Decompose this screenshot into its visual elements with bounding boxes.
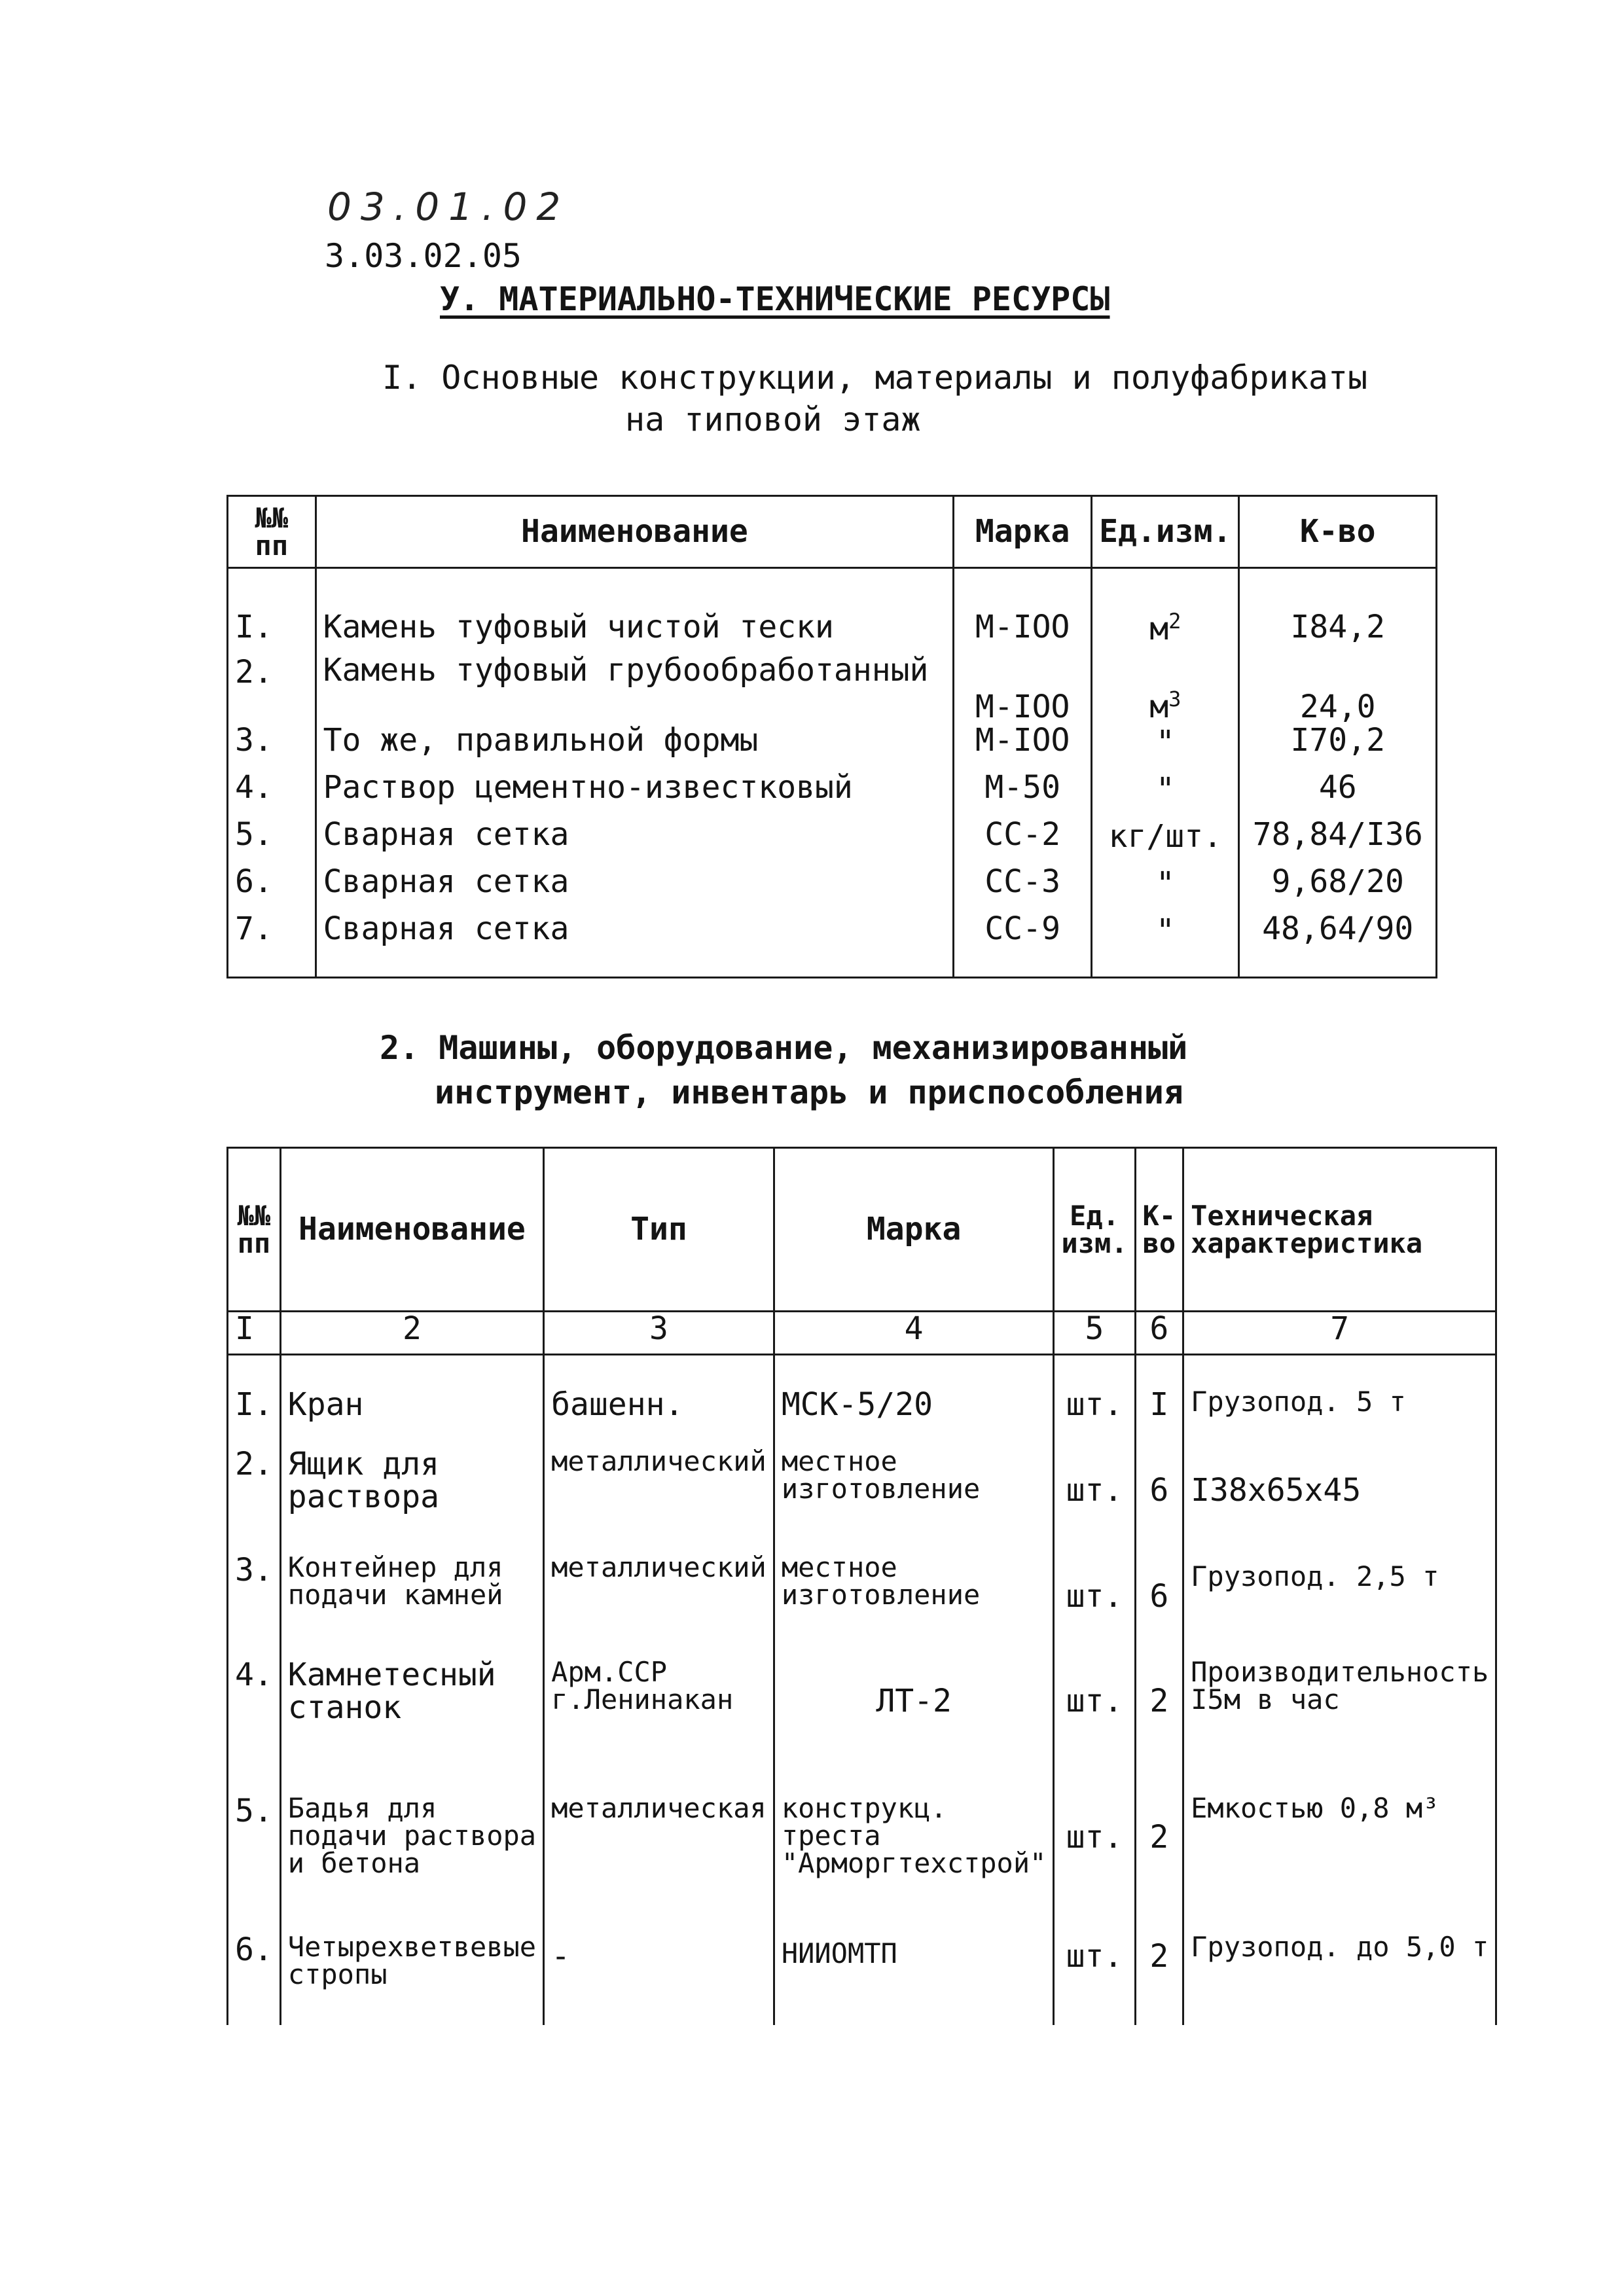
row-name: Бадья для подачи раствора и бетона: [280, 1795, 543, 1933]
row-mark: М-50: [954, 771, 1092, 818]
table-row: [228, 1659, 1496, 1795]
col-number: 5: [1054, 1312, 1135, 1355]
row-qty: 9,68/20: [1239, 865, 1437, 912]
row-type: Арм.ССР г.Ленинакан: [544, 1659, 774, 1795]
row-name: Камень туфовый грубообработанный: [316, 647, 954, 724]
col-header-qty: К-во: [1135, 1148, 1183, 1312]
table-row: [228, 568, 1437, 647]
row-type: башенн.: [544, 1355, 774, 1448]
row-number: 5.: [228, 818, 316, 865]
row-name: Контейнер для подачи камней: [280, 1554, 543, 1659]
handwritten-code: 03.01.02: [327, 185, 570, 229]
col-number: 4: [774, 1312, 1054, 1355]
row-name: То же, правильной формы: [316, 724, 954, 771]
row-qty: I84,2: [1239, 568, 1437, 647]
row-unit: шт.: [1054, 1355, 1135, 1448]
row-unit: шт.: [1054, 1933, 1135, 2025]
section2-title-line2: инструмент, инвентарь и приспособления: [435, 1073, 1183, 1111]
table-header-row: [228, 1148, 1496, 1312]
row-mark: местное изготовление: [774, 1554, 1054, 1659]
section1-title-line1: I. Основные конструкции, материалы и полуфабрикаты: [382, 359, 1368, 397]
row-unit: ": [1092, 865, 1239, 912]
row-spec: Грузопод. 2,5 т: [1183, 1554, 1496, 1659]
row-type: металлический: [544, 1554, 774, 1659]
row-mark: СС-3: [954, 865, 1092, 912]
table-row: [228, 647, 1437, 724]
row-qty: 6: [1135, 1448, 1183, 1554]
machines-table: [226, 1147, 1497, 2025]
row-unit: ": [1092, 912, 1239, 978]
row-mark: СС-9: [954, 912, 1092, 978]
table-row: [228, 865, 1437, 912]
row-type: металлический: [544, 1448, 774, 1554]
row-qty: 46: [1239, 771, 1437, 818]
col-header-unit: Ед. изм.: [1054, 1148, 1135, 1312]
row-unit: ": [1092, 771, 1239, 818]
row-mark: М-IOO: [954, 647, 1092, 724]
row-spec: Грузопод. до 5,0 т: [1183, 1933, 1496, 2025]
row-qty: 2: [1135, 1659, 1183, 1795]
row-qty: I: [1135, 1355, 1183, 1448]
row-number: I.: [228, 568, 316, 647]
col-header-type: Тип: [544, 1148, 774, 1312]
row-unit: $м^2$: [1092, 568, 1239, 647]
col-header-name: Наименование: [316, 496, 954, 568]
row-mark: НИИОМТП: [774, 1933, 1054, 2025]
row-qty: 2: [1135, 1795, 1183, 1933]
table-row: [228, 1448, 1496, 1554]
col-number: I: [228, 1312, 281, 1355]
table-row: [228, 912, 1437, 978]
row-unit: кг/шт.: [1092, 818, 1239, 865]
col-header-number: №№ пп: [228, 496, 316, 568]
row-mark: местное изготовление: [774, 1448, 1054, 1554]
materials-table: [226, 495, 1437, 978]
row-qty: 24,0: [1239, 647, 1437, 724]
section2-title-line1: 2. Машины, оборудование, механизированный: [380, 1029, 1188, 1067]
row-qty: 6: [1135, 1554, 1183, 1659]
row-number: 5.: [228, 1795, 281, 1933]
row-unit: шт.: [1054, 1554, 1135, 1659]
document-code: 3.03.02.05: [325, 237, 522, 275]
row-number: 7.: [228, 912, 316, 978]
row-qty: 48,64/90: [1239, 912, 1437, 978]
row-mark: конструкц. треста "Арморгтехстрой": [774, 1795, 1054, 1933]
column-number-row: [228, 1312, 1496, 1355]
row-number: 2.: [228, 647, 316, 724]
table-row: [228, 1795, 1496, 1933]
row-name: Сварная сетка: [316, 865, 954, 912]
row-mark: СС-2: [954, 818, 1092, 865]
col-header-name: Наименование: [280, 1148, 543, 1312]
row-mark: М-IOO: [954, 568, 1092, 647]
row-spec: Грузопод. 5 т: [1183, 1355, 1496, 1448]
col-header-mark: Марка: [774, 1148, 1054, 1312]
row-number: 4.: [228, 1659, 281, 1795]
row-type: металлическая: [544, 1795, 774, 1933]
row-spec: Емкостью 0,8 м³: [1183, 1795, 1496, 1933]
row-number: 4.: [228, 771, 316, 818]
col-header-spec: Техническая характеристика: [1183, 1148, 1496, 1312]
page-title: У. МАТЕРИАЛЬНО-ТЕХНИЧЕСКИЕ РЕСУРСЫ: [440, 280, 1110, 318]
row-number: 6.: [228, 1933, 281, 2025]
col-number: 3: [544, 1312, 774, 1355]
row-name: Кран: [280, 1355, 543, 1448]
row-qty: 2: [1135, 1933, 1183, 2025]
row-spec: I38х65х45: [1183, 1448, 1496, 1554]
row-name: Камень туфовый чистой тески: [316, 568, 954, 647]
row-type: -: [544, 1933, 774, 2025]
col-header-unit: Ед.изм.: [1092, 496, 1239, 568]
row-unit: $м^3$: [1092, 647, 1239, 724]
table-header-row: [228, 496, 1437, 568]
table-row: [228, 724, 1437, 771]
row-name: Раствор цементно-известковый: [316, 771, 954, 818]
row-number: 3.: [228, 724, 316, 771]
row-unit: ": [1092, 724, 1239, 771]
row-number: I.: [228, 1355, 281, 1448]
row-unit: шт.: [1054, 1659, 1135, 1795]
col-number: 7: [1183, 1312, 1496, 1355]
row-number: 3.: [228, 1554, 281, 1659]
col-number: 6: [1135, 1312, 1183, 1355]
row-name: Ящик для раствора: [280, 1448, 543, 1554]
col-number: 2: [280, 1312, 543, 1355]
row-spec: Производительность I5м в час: [1183, 1659, 1496, 1795]
row-name: Камнетесный станок: [280, 1659, 543, 1795]
row-mark: МСК-5/20: [774, 1355, 1054, 1448]
col-header-qty: К-во: [1239, 496, 1437, 568]
row-qty: I70,2: [1239, 724, 1437, 771]
col-header-number: №№ пп: [228, 1148, 281, 1312]
row-name: Сварная сетка: [316, 818, 954, 865]
row-mark: М-IOO: [954, 724, 1092, 771]
section1-title-line2: на типовой этаж: [625, 401, 921, 439]
col-header-mark: Марка: [954, 496, 1092, 568]
row-mark: ЛТ-2: [774, 1659, 1054, 1795]
table-row: [228, 1355, 1496, 1448]
row-number: 2.: [228, 1448, 281, 1554]
row-number: 6.: [228, 865, 316, 912]
table-row: [228, 1933, 1496, 2025]
table-row: [228, 771, 1437, 818]
row-unit: шт.: [1054, 1795, 1135, 1933]
row-unit: шт.: [1054, 1448, 1135, 1554]
table-row: [228, 818, 1437, 865]
table-row: [228, 1554, 1496, 1659]
row-name: Сварная сетка: [316, 912, 954, 978]
row-qty: 78,84/I36: [1239, 818, 1437, 865]
row-name: Четырехветвевые стропы: [280, 1933, 543, 2025]
